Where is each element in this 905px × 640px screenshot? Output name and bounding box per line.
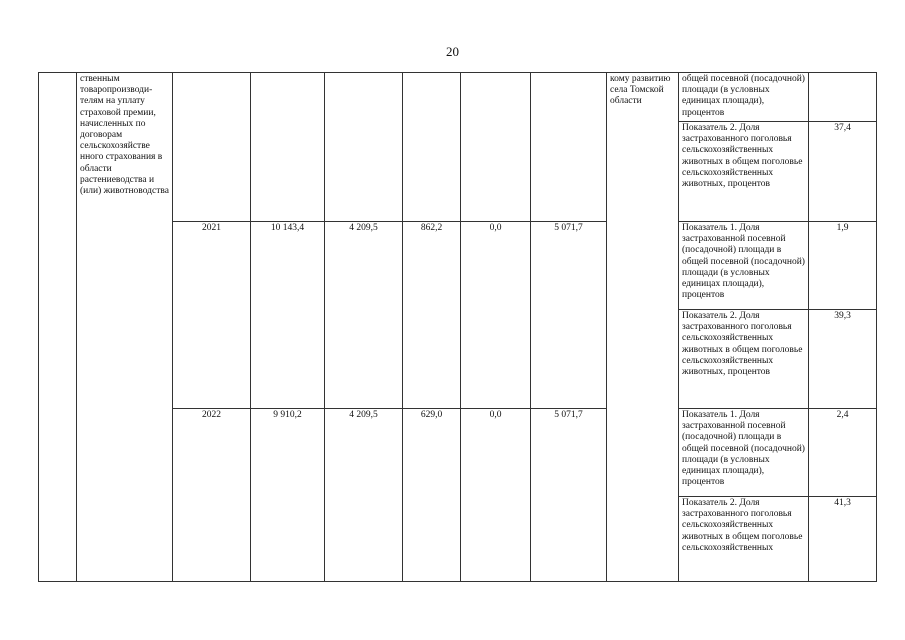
indicator-text: Показатель 1. Доля застрахованной посевной (посадочной) площади в общей посевной (посадочной) площади (в условных единицах площади), процентов bbox=[679, 222, 809, 310]
program-cell: кому развитию села Томской области bbox=[607, 73, 679, 582]
year-cell: 2021 bbox=[173, 222, 251, 409]
federal-budget-cell: 4 209,5 bbox=[325, 222, 403, 409]
indicator-text: Показатель 2. Доля застрахованного поголовья сельскохозяйственных животных в общем поголовье сельскохозяйственных животных, процентов bbox=[679, 122, 809, 222]
indicator-text: Показатель 2. Доля застрахованного поголовья сельскохозяйственных животных в общем поголовье сельскохозяйственных bbox=[679, 497, 809, 582]
extrabudget-cell: 5 071,7 bbox=[531, 409, 607, 582]
total-cell: 10 143,4 bbox=[251, 222, 325, 409]
extrabudget-cell bbox=[531, 73, 607, 222]
year-cell: 2022 bbox=[173, 409, 251, 582]
total-cell: 9 910,2 bbox=[251, 409, 325, 582]
page-number: 20 bbox=[446, 44, 459, 59]
local-budget-cell: 0,0 bbox=[461, 222, 531, 409]
federal-budget-cell bbox=[325, 73, 403, 222]
indicator-value: 1,9 bbox=[809, 222, 877, 310]
local-budget-cell: 0,0 bbox=[461, 409, 531, 582]
indicator-value: 37,4 bbox=[809, 122, 877, 222]
program-table bbox=[38, 72, 877, 582]
index-cell bbox=[39, 73, 77, 582]
extrabudget-cell: 5 071,7 bbox=[531, 222, 607, 409]
indicator-value: 41,3 bbox=[809, 497, 877, 582]
indicator-text: Показатель 2. Доля застрахованного поголовья сельскохозяйственных животных в общем поголовье сельскохозяйственных животных, процентов bbox=[679, 310, 809, 409]
regional-budget-cell: 629,0 bbox=[403, 409, 461, 582]
total-cell bbox=[251, 73, 325, 222]
indicator-value: 2,4 bbox=[809, 409, 877, 497]
indicator-value: 39,3 bbox=[809, 310, 877, 409]
indicator-text: общей посевной (посадочной) площади (в условных единицах площади), процентов bbox=[679, 73, 809, 122]
local-budget-cell bbox=[461, 73, 531, 222]
measure-cell: ственным товаропроизводи-телям на уплату страховой премии, начисленных по договорам сельскохозяйстве нного страхования в области растениеводства и (или) животноводства bbox=[77, 73, 173, 582]
regional-budget-cell: 862,2 bbox=[403, 222, 461, 409]
indicator-value bbox=[809, 73, 877, 122]
federal-budget-cell: 4 209,5 bbox=[325, 409, 403, 582]
indicator-text: Показатель 1. Доля застрахованной посевной (посадочной) площади в общей посевной (посадочной) площади (в условных единицах площади), процентов bbox=[679, 409, 809, 497]
regional-budget-cell bbox=[403, 73, 461, 222]
table-row bbox=[39, 73, 877, 122]
year-cell bbox=[173, 73, 251, 222]
